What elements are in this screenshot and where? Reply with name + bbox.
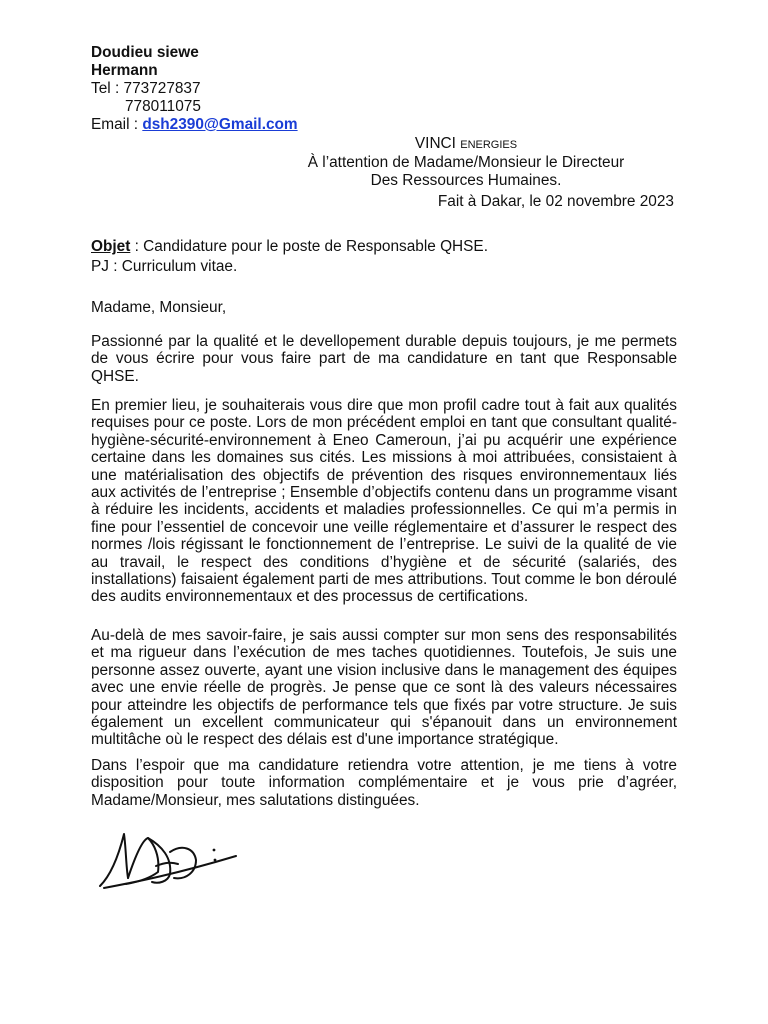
- email-label: Email :: [91, 116, 143, 133]
- letter-date: Fait à Dakar, le 02 novembre 2023: [437, 193, 674, 210]
- body-paragraph-2: En premier lieu, je souhaiterais vous dire que mon profil cadre tout à fait aux qualités requises pour ce poste. Lors de mon précédent emploi en tant que consultant qualité-hygiène-sécurité-environnement à Eneo Cameroun, j’ai pu acquérir une expérience certaine dans les domaines sus cités. Les missions à moi attribuées, consistaient à une matérialisation des objectifs de prévention des risques environnementaux liés aux activités de l’entreprise ; Ensemble d’objectifs contenu dans un programme visant à réduire les incidents, accidents et maladies professionnelles. Ce qui m’a permis in fine pour l’essentiel de concevoir une veille réglementaire et d’assurer le respect des normes /lois régissant le fonctionnement de l’entreprise. Le suivi de la qualité de vie au travail, le respect des conditions d’hygiène et de sécurité (salariés, des installations) faisaient également parti de mes attributions. Tout comme le bon déroulé des audits environnementaux et des processus de certifications.: [91, 397, 677, 606]
- sender-block: [91, 44, 298, 134]
- recipient-line-1: À l’attention de Madame/Monsieur le Directeur: [307, 154, 625, 171]
- sender-last-name: Hermann: [91, 62, 158, 79]
- recipient-company-line: [256, 135, 676, 154]
- phone-2: 778011075: [125, 98, 201, 115]
- salutation: Madame, Monsieur,: [91, 299, 227, 316]
- recipient-company: VINCI: [414, 135, 456, 152]
- body-paragraph-1: Passionné par la qualité et le devellopement durable depuis toujours, je me permets de vous écrire pour vous faire part de ma candidature en tant que Responsable QHSE.: [91, 333, 677, 385]
- recipient-line-2: Des Ressources Humaines.: [370, 172, 562, 189]
- sender-first-name: Doudieu siewe: [91, 44, 199, 61]
- tel-label: Tel :: [91, 80, 124, 97]
- phone-1: 773727837: [123, 80, 201, 97]
- body-paragraph-3: Au-delà de mes savoir-faire, je sais aussi compter sur mon sens des responsabilités et ma rigueur dans l’exécution de mes taches quotidiennes. Toutefois, Je suis une personne assez ouverte, ayant une vision inclusive dans le management des équipes avec une envie réelle de progrès. Je pense que ce sont là des valeurs nécessaires pour atteindre les objectifs de performance tels que fixés par votre structure. Je suis également un excellent communicateur qui s'épanouit dans un environnement multitâche où le respect des délais est d'une importance stratégique.: [91, 627, 677, 749]
- subject-text: : Candidature pour le poste de Responsable QHSE.: [130, 238, 488, 255]
- subject-line: [91, 238, 488, 256]
- handwritten-signature-icon: [96, 826, 246, 896]
- subject-label: Objet: [91, 238, 131, 255]
- sender-phone-line: [91, 80, 298, 98]
- recipient-company-suffix: ENERGIES: [460, 139, 518, 151]
- body-paragraph-4: Dans l’espoir que ma candidature retiendra votre attention, je me tiens à votre disposition pour toute information complémentaire et je vous prie d’agréer, Madame/Monsieur, mes salutations distinguées.: [91, 757, 677, 809]
- email-link[interactable]: dsh2390@Gmail.com: [142, 116, 298, 133]
- attachments-line: PJ : Curriculum vitae.: [91, 258, 238, 275]
- sender-email-line: [91, 116, 298, 134]
- recipient-block: [256, 135, 676, 190]
